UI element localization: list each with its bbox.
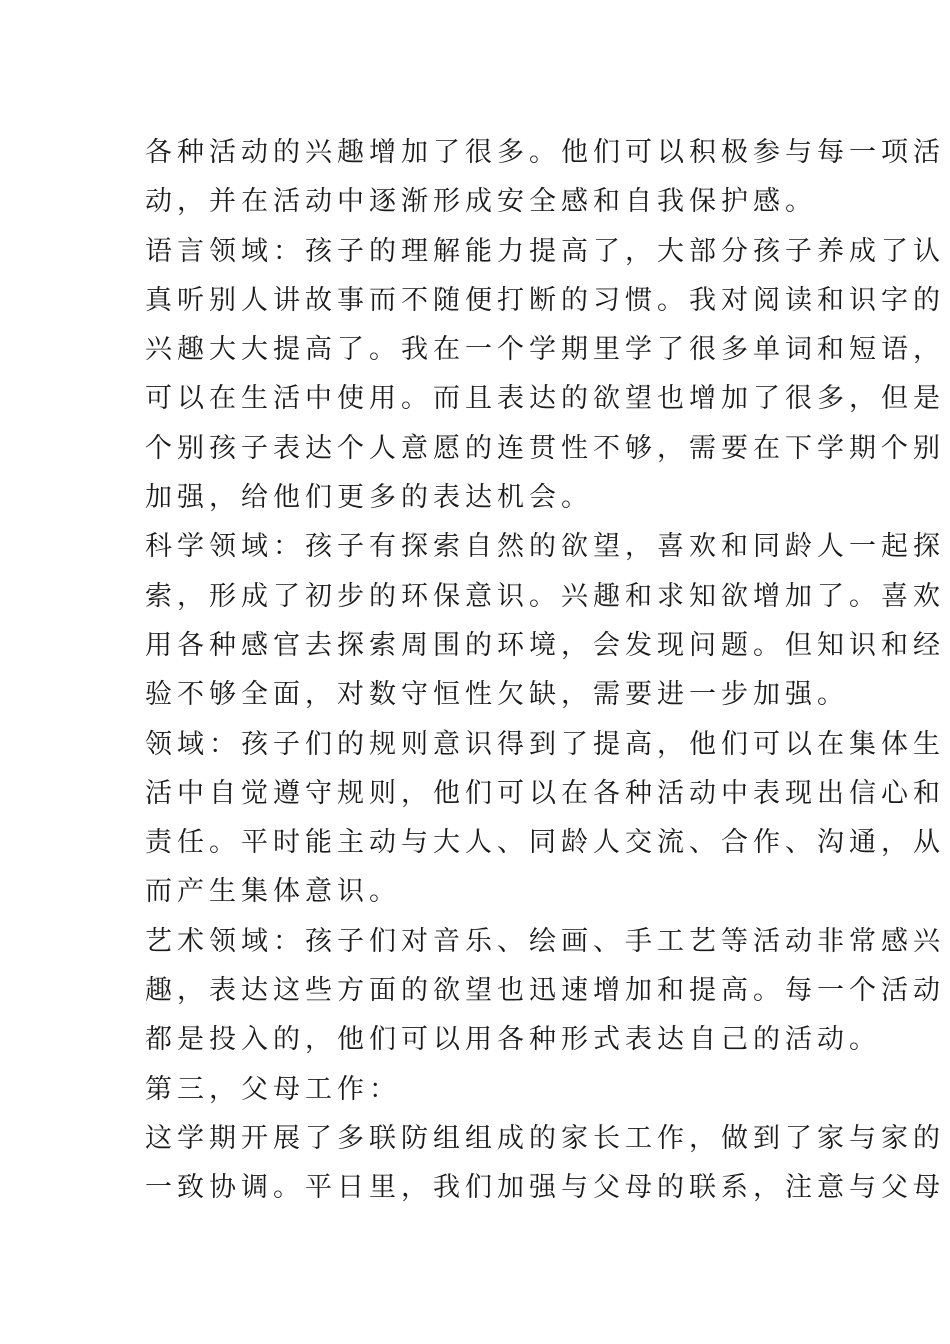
document-body: [145, 128, 945, 1213]
text-line: 趣，表达这些方面的欲望也迅速增加和提高。每一个活动: [145, 975, 945, 1007]
text-line: 动，并在活动中逐渐形成安全感和自我保护感。: [145, 186, 817, 218]
text-line: 责任。平时能主动与大人、同龄人交流、合作、沟通，从: [145, 827, 945, 859]
text-line: 而产生集体意识。: [145, 876, 401, 908]
text-line: 索，形成了初步的环保意识。兴趣和求知欲增加了。喜欢: [145, 580, 945, 612]
text-line: 可以在生活中使用。而且表达的欲望也增加了很多，但是: [145, 383, 945, 415]
text-line: 真听别人讲故事而不随便打断的习惯。我对阅读和识字的: [145, 284, 945, 316]
text-line: 艺术领域：孩子们对音乐、绘画、手工艺等活动非常感兴: [145, 925, 945, 957]
paragraph-language: [145, 227, 945, 523]
text-line: 领域：孩子们的规则意识得到了提高，他们可以在集体生: [145, 728, 945, 760]
section-heading-parents: [145, 1065, 810, 1114]
text-line: 验不够全面，对数守恒性欠缺，需要进一步加强。: [145, 679, 849, 711]
text-line: 加强，给他们更多的表达机会。: [145, 482, 593, 514]
text-line: 用各种感官去探索周围的环境，会发现问题。但知识和经: [145, 629, 945, 661]
text-line: 活中自觉遵守规则，他们可以在各种活动中表现出信心和: [145, 777, 945, 809]
paragraph-activities: [145, 128, 945, 227]
text-line: 各种活动的兴趣增加了很多。他们可以积极参与每一项活: [145, 137, 945, 168]
text-line: 兴趣大大提高了。我在一个学期里学了很多单词和短语，: [145, 334, 945, 366]
text-line: 科学领域：孩子有探索自然的欲望，喜欢和同龄人一起探: [145, 531, 945, 563]
paragraph-science: [145, 522, 945, 719]
paragraph-social: [145, 720, 945, 917]
text-line: 个别孩子表达个人意愿的连贯性不够，需要在下学期个别: [145, 432, 945, 464]
paragraph-art: [145, 917, 945, 1065]
text-line: 都是投入的，他们可以用各种形式表达自己的活动。: [145, 1024, 881, 1056]
text-line: 第三，父母工作：: [145, 1073, 401, 1105]
text-line: 语言领域：孩子的理解能力提高了，大部分孩子养成了认: [145, 235, 945, 267]
text-line: 一致协调。平日里，我们加强与父母的联系，注意与父母: [145, 1172, 945, 1204]
text-line: 这学期开展了多联防组组成的家长工作，做到了家与家的: [145, 1122, 945, 1154]
paragraph-parents: [145, 1114, 945, 1213]
